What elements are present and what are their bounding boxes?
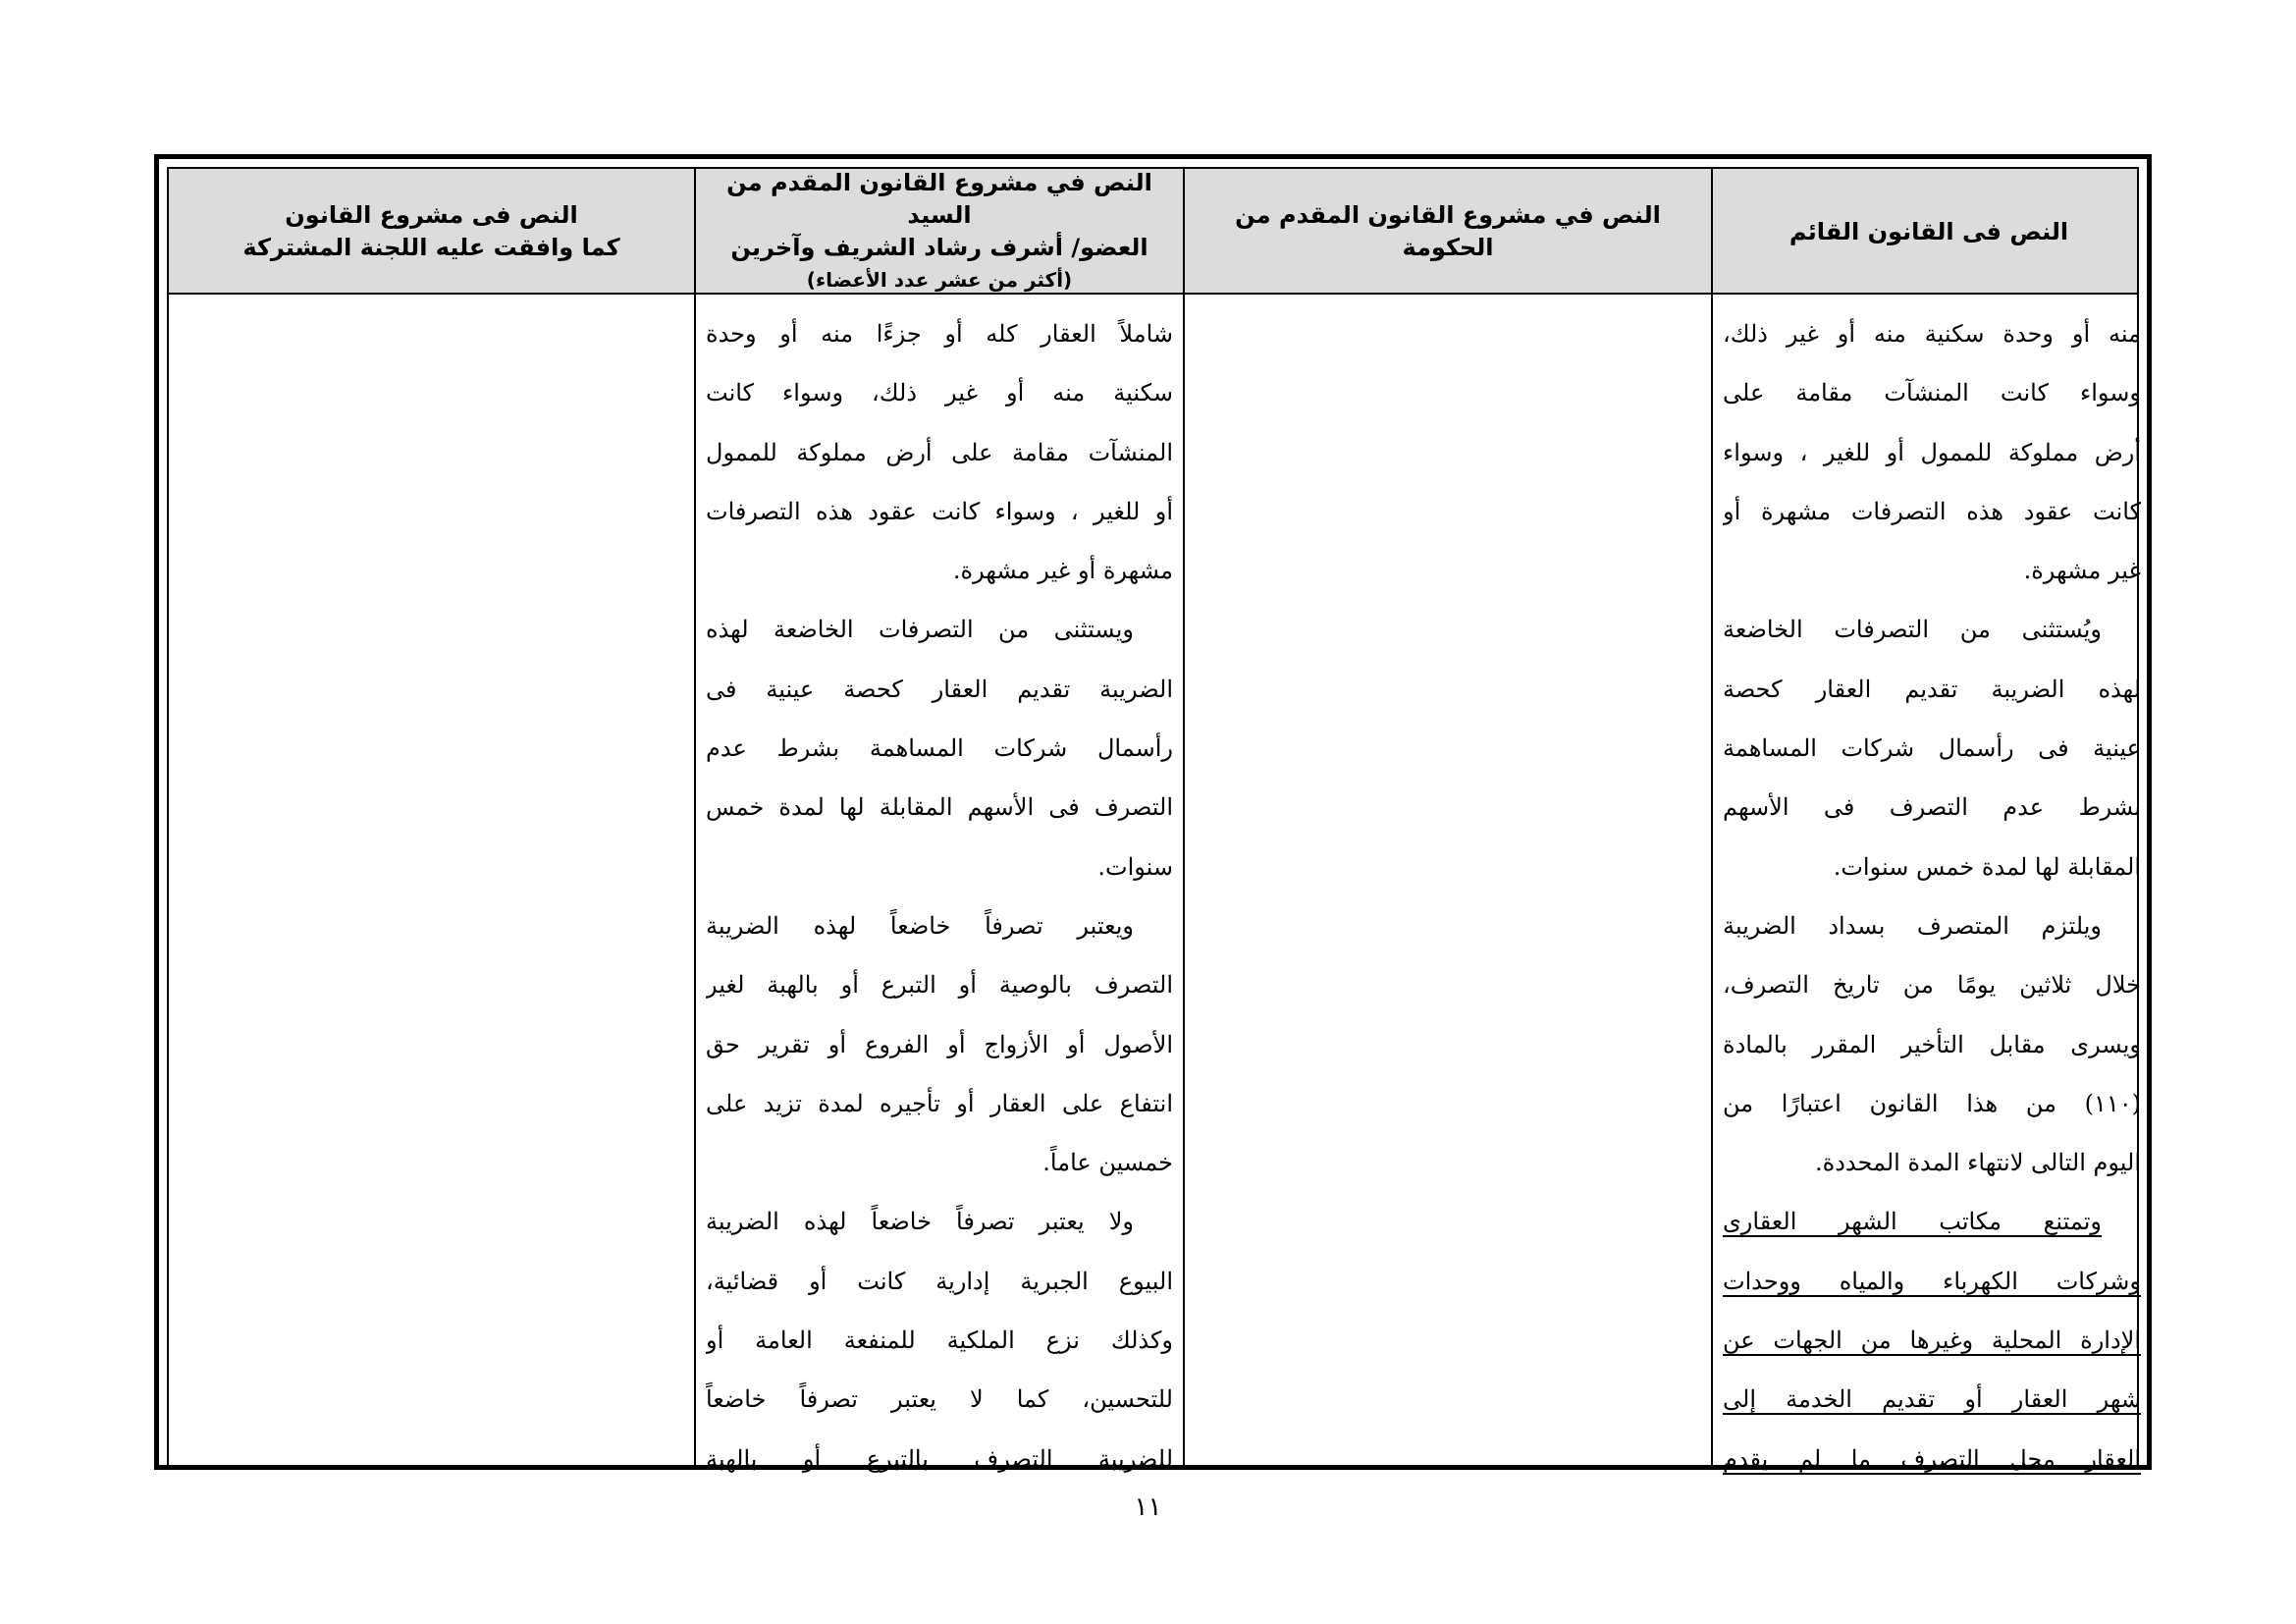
header-member-line-1: النص في مشروع القانون المقدم من السيد <box>726 169 1152 229</box>
member-line: التصرف فى الأسهم المقابلة لها لمدة خمس <box>706 793 1173 822</box>
existing-law-line: كانت عقود هذه التصرفات مشهرة أو <box>1723 497 2141 525</box>
member-line: سكنية منه أو غير ذلك، وسواء كانت <box>706 379 1173 407</box>
existing-law-text <box>1723 304 2141 1489</box>
existing-law-line: عينية فى رأسمال شركات المساهمة <box>1723 734 2141 763</box>
existing-law-line-underlined <box>1723 1430 2141 1489</box>
existing-law-line: خلال ثلاثين يومًا من تاريخ التصرف، <box>1723 971 2141 1000</box>
underlined-text: العقار محل التصرف ما لم يقدم <box>1723 1444 2141 1473</box>
member-line: ويستثنى من التصرفات الخاضعة لهذه <box>706 616 1134 644</box>
member-line: الضريبة تقديم العقار كحصة عينية فى <box>706 675 1173 703</box>
member-line: التصرف بالوصية أو التبرع أو بالهبة لغير <box>706 971 1173 1000</box>
member-line: البيوع الجبرية إدارية كانت أو قضائية، <box>706 1267 1173 1295</box>
existing-law-line: ويسرى مقابل التأخير المقرر بالمادة <box>1723 1030 2141 1058</box>
member-line: المنشآت مقامة على أرض مملوكة للممول <box>706 438 1173 466</box>
existing-law-line-underlined <box>1723 1311 2141 1370</box>
member-line: للضريبة التصرف بالتبرع أو بالهبة <box>706 1444 1173 1473</box>
existing-law-line: اليوم التالى لانتهاء المدة المحددة. <box>1815 1149 2141 1177</box>
existing-law-line: لهذه الضريبة تقديم العقار كحصة <box>1723 675 2141 703</box>
underlined-text: وشركات الكهرباء والمياه ووحدات <box>1723 1267 2141 1295</box>
underlined-text: وتمتنع مكاتب الشهر العقارى <box>1723 1208 2102 1236</box>
page-number: ١١ <box>1134 1492 1162 1522</box>
underlined-text: الإدارة المحلية وغيرها من الجهات عن <box>1723 1326 2141 1355</box>
header-member-line-3: (أكثر من عشر عدد الأعضاء) <box>806 268 1073 292</box>
underlined-text: شهر العقار أو تقديم الخدمة إلى <box>1723 1385 2141 1414</box>
existing-law-line-underlined <box>1723 1370 2141 1429</box>
header-committee-line-1: النص فى مشروع القانون <box>285 201 578 229</box>
member-line: ولا يعتبر تصرفاً خاضعاً لهذه الضريبة <box>706 1208 1134 1236</box>
existing-law-line: بشرط عدم التصرف فى الأسهم <box>1723 793 2141 822</box>
member-proposal-text <box>706 304 1173 1489</box>
member-line: للتحسين، كما لا يعتبر تصرفاً خاضعاً <box>706 1385 1173 1414</box>
existing-law-line: غير مشهرة. <box>2023 557 2141 585</box>
header-member-proposal <box>696 169 1183 295</box>
header-existing-law <box>1713 169 2145 295</box>
existing-law-line: وسواء كانت المنشآت مقامة على <box>1723 379 2141 407</box>
member-line: سنوات. <box>1097 852 1173 881</box>
member-line: الأصول أو الأزواج أو الفروع أو تقرير حق <box>706 1030 1173 1058</box>
existing-law-line: أرض مملوكة للممول أو للغير ، وسواء <box>1723 438 2141 466</box>
column-divider <box>1711 169 1713 1465</box>
existing-law-line: منه أو وحدة سكنية منه أو غير ذلك، <box>1723 320 2141 348</box>
member-line: وكذلك نزع الملكية للمنفعة العامة أو <box>706 1326 1173 1355</box>
member-line: ويعتبر تصرفاً خاضعاً لهذه الضريبة <box>706 911 1134 940</box>
header-member-line-2: العضو/ أشرف رشاد الشريف وآخرين <box>730 234 1148 261</box>
member-line: مشهرة أو غير مشهرة. <box>952 557 1173 585</box>
column-divider <box>694 169 696 1465</box>
column-divider <box>1183 169 1185 1465</box>
header-committee <box>169 169 694 295</box>
member-line: خمسين عاماً. <box>1042 1149 1173 1177</box>
existing-law-line-underlined <box>1723 1252 2141 1311</box>
member-line: أو للغير ، وسواء كانت عقود هذه التصرفات <box>706 497 1173 525</box>
existing-law-line-underlined <box>1723 1192 2141 1251</box>
member-line: شاملاً العقار كله أو جزءًا منه أو وحدة <box>706 320 1173 348</box>
comparison-table <box>154 154 2152 1473</box>
header-government <box>1185 169 1711 295</box>
existing-law-line: ويُستثنى من التصرفات الخاضعة <box>1723 616 2102 644</box>
header-committee-line-2: كما وافقت عليه اللجنة المشتركة <box>242 234 620 261</box>
header-existing-law-text: النص فى القانون القائم <box>1789 217 2069 245</box>
existing-law-line: (١١٠) من هذا القانون اعتبارًا من <box>1723 1089 2141 1117</box>
member-line: انتفاع على العقار أو تأجيره لمدة تزيد على <box>706 1089 1173 1117</box>
existing-law-line: المقابلة لها لمدة خمس سنوات. <box>1833 852 2141 881</box>
table-inner-border <box>167 167 2141 1473</box>
member-line: رأسمال شركات المساهمة بشرط عدم <box>706 734 1173 763</box>
header-government-text: النص في مشروع القانون المقدم من الحكومة <box>1235 201 1661 261</box>
existing-law-line: ويلتزم المتصرف بسداد الضريبة <box>1723 911 2102 940</box>
